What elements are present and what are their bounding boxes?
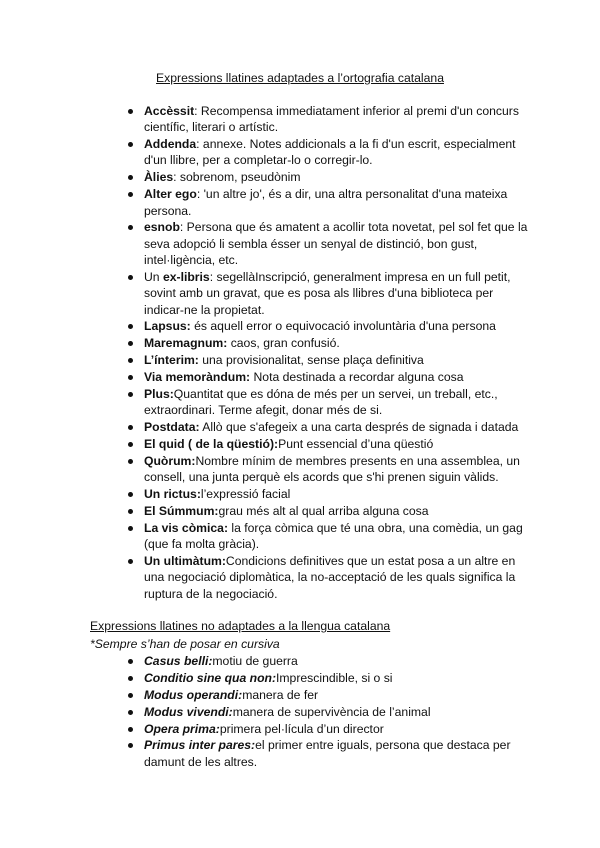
- list-item: [144, 721, 530, 737]
- definition: 'un altre jo', és a dir, una altra personalitat d'una mateixa persona.: [144, 187, 508, 218]
- list-item: [144, 737, 530, 770]
- definition: sobrenom, pseudònim: [179, 170, 301, 185]
- definition: és aquell error o equivocació involuntària d'una persona: [194, 319, 496, 334]
- list-item: [144, 335, 530, 351]
- definition: la força còmica que té una obra, una comèdia, un gag (que fa molta gràcia).: [144, 520, 523, 552]
- definition: el primer entre iguals, persona que destaca per damunt de les altres.: [144, 738, 511, 769]
- term: Lapsus:: [144, 319, 191, 334]
- list-item: [144, 103, 530, 136]
- non-adapted-expressions-list: [144, 653, 530, 771]
- definition: Quantitat que es dóna de més per un servei, un treball, etc., extraordinari. Terme afegit, donar més de si.: [144, 386, 498, 418]
- term-separator: :: [196, 187, 204, 202]
- list-item: [144, 436, 530, 452]
- section-title-not-adapted: Expressions llatines no adaptades a la llengua catalana: [90, 619, 391, 633]
- term: Conditio sine qua non:: [144, 670, 277, 685]
- definition: caos, gran confusió.: [230, 336, 340, 351]
- term: Maremagnum:: [144, 336, 228, 351]
- term: Addenda: [144, 137, 197, 152]
- definition: Condicions definitives que un estat posa a un altre en una negociació diplomàtica, la no-acceptació de les quals significa la ruptura de la negociació.: [144, 554, 516, 601]
- term-separator: :: [194, 104, 201, 118]
- term-separator: :: [209, 269, 217, 284]
- list-item: [144, 520, 530, 553]
- term: Modus vivendi:: [144, 704, 233, 719]
- term: Casus belli:: [144, 654, 213, 668]
- list-item: [144, 352, 530, 368]
- list-item: [144, 318, 530, 334]
- term: Un ultimàtum:: [144, 554, 226, 569]
- list-item: [144, 704, 530, 720]
- definition: Recompensa immediatament inferior al premi d'un concurs científic, literari o artístic.: [144, 104, 519, 135]
- term-separator: :: [196, 137, 203, 152]
- list-item: [144, 670, 530, 686]
- list-item: [144, 453, 530, 486]
- term-separator: :: [173, 170, 180, 185]
- term: Accèssit: [144, 104, 195, 118]
- section-title-adapted: Expressions llatines adaptades a l’ortografia catalana: [156, 71, 444, 85]
- adapted-expressions-list: [144, 103, 530, 603]
- list-item: [144, 219, 530, 268]
- italic-note: *Sempre s’han de posar en cursiva: [90, 637, 280, 651]
- definition: manera de fer: [242, 687, 319, 702]
- term: Un rictus:: [144, 487, 201, 502]
- term: La vis còmica:: [144, 520, 228, 535]
- term: Alter ego: [144, 187, 197, 202]
- definition: una provisionalitat, sense plaça definitiva: [202, 353, 424, 368]
- definition: Allò que s'afegeix a una carta després de signada i datada: [202, 420, 519, 435]
- definition: manera de supervivència de l’animal: [232, 704, 431, 719]
- term: esnob: [144, 220, 180, 235]
- definition: Imprescindible, si o si: [276, 670, 393, 685]
- term-prefix: Un: [144, 269, 163, 284]
- list-item: [144, 653, 530, 669]
- term-separator: :: [179, 220, 187, 235]
- list-item: [144, 419, 530, 435]
- term: Plus:: [144, 386, 174, 401]
- definition: annexe. Notes addicionals a la fi d'un escrit, especialment d'un llibre, per a completar-lo o corregir-lo.: [144, 137, 516, 168]
- definition: Nombre mínim de membres presents en una assemblea, un consell, una junta perquè els acords que s'hi prenen siguin vàlids.: [144, 453, 520, 485]
- term: Modus operandi:: [144, 687, 243, 702]
- list-item: [144, 386, 530, 419]
- list-item: [144, 136, 530, 169]
- list-item: [144, 553, 530, 602]
- term: Opera prima:: [144, 721, 220, 736]
- term: El Súmmum:: [144, 504, 219, 519]
- list-item: [144, 486, 530, 502]
- definition: segellàInscripció, generalment impresa en un full petit, sovint amb un gravat, que es posa als llibres d'una biblioteca per indicar-ne la propietat.: [144, 269, 511, 317]
- list-item: [144, 186, 530, 219]
- term: Quòrum:: [144, 453, 196, 468]
- list-item: [144, 369, 530, 385]
- term: Primus inter pares:: [144, 738, 256, 753]
- definition: Nota destinada a recordar alguna cosa: [253, 370, 464, 385]
- definition: Punt essencial d’una qüestió: [278, 437, 434, 452]
- list-item: [144, 269, 530, 318]
- term: L’ínterim:: [144, 353, 199, 368]
- list-item: [144, 503, 530, 519]
- term: Àlies: [144, 170, 174, 185]
- term: El quid ( de la qüestió):: [144, 437, 279, 452]
- term: Postdata:: [144, 420, 200, 435]
- term: Via memoràndum:: [144, 370, 251, 385]
- term: ex-libris: [162, 269, 210, 284]
- definition: Persona que és amatent a acollir tota novetat, pel sol fet que la seva adopció li sembla ésser un senyal de distinció, bon gust, intel·ligència, etc.: [144, 220, 528, 268]
- list-item: [144, 687, 530, 703]
- list-item: [144, 169, 530, 185]
- definition: grau més alt al qual arriba alguna cosa: [218, 504, 429, 519]
- definition: l’expressió facial: [200, 487, 291, 502]
- definition: motiu de guerra: [212, 654, 298, 668]
- definition: primera pel·lícula d’un director: [219, 721, 384, 736]
